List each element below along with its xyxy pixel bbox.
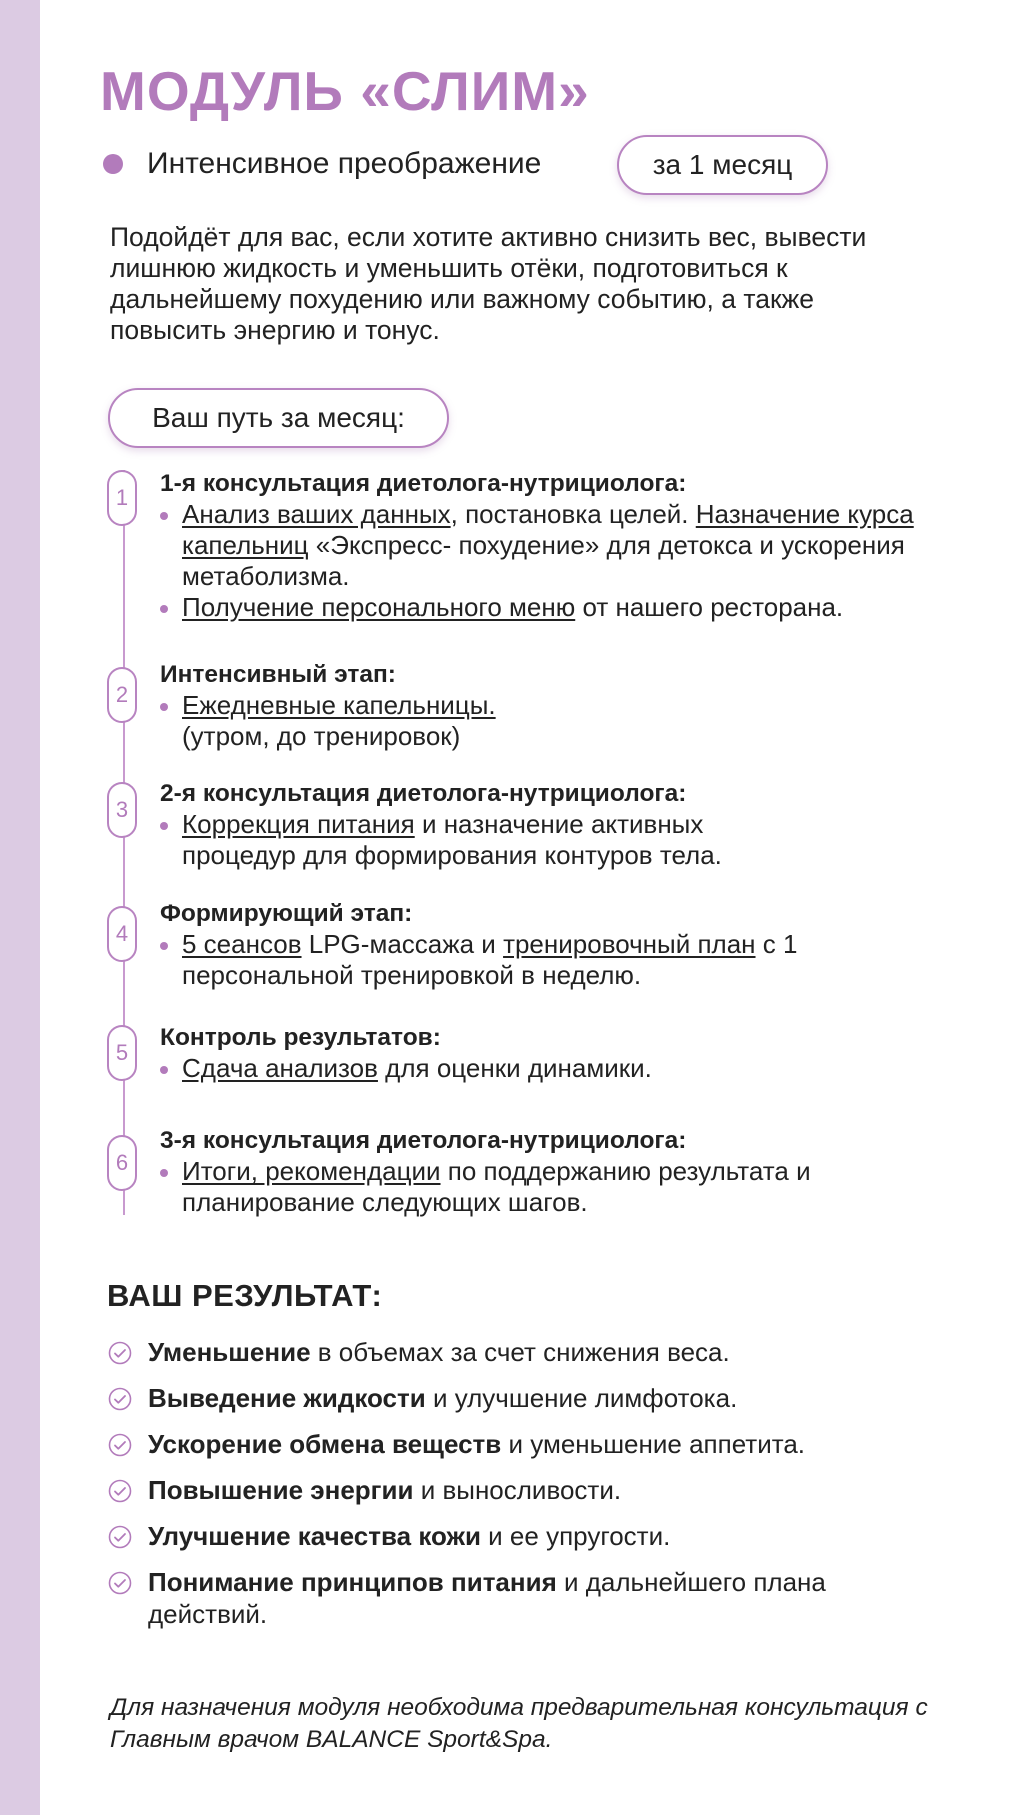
duration-badge: за 1 месяц (617, 135, 828, 195)
step-title: 2-я консультация диетолога-нутрициолога: (160, 780, 687, 807)
step-number-1: 1 (107, 470, 137, 526)
step-item (160, 929, 882, 991)
step-title: Интенсивный этап: (160, 661, 396, 688)
step-item (160, 809, 802, 871)
step-title: 3-я консультация диетолога-нутрициолога: (160, 1127, 687, 1154)
underlined-text: Анализ ваших данных (182, 499, 451, 529)
result-bold: Улучшение качества кожи (148, 1521, 481, 1551)
result-item (108, 1336, 938, 1368)
decorative-side-bar (0, 0, 40, 1815)
underlined-text: 5 сеансов (182, 929, 302, 959)
item-text: и назначение активных процедур для формирования контуров тела. (182, 809, 722, 870)
result-text: и ее упругости. (480, 1521, 671, 1551)
result-text: и выносливости. (413, 1475, 622, 1505)
result-item (108, 1474, 938, 1506)
results-title: ВАШ РЕЗУЛЬТАТ: (107, 1278, 383, 1313)
step-item (160, 592, 950, 623)
result-item (108, 1428, 938, 1460)
page-title: МОДУЛЬ «СЛИМ» (100, 60, 590, 122)
timeline-line (123, 470, 125, 1215)
footnote: Для назначения модуля необходима предварительная консультация с Главным врачом BALANCE Sport&Spa. (110, 1694, 928, 1753)
item-text: с 1 персональной тренировкой в неделю. (182, 929, 798, 990)
step-1 (160, 468, 950, 623)
intro-text: Подойдёт для вас, если хотите активно снизить вес, вывести лишнюю жидкость и уменьшить отёки, подготовиться к дальнейшему похудению или важному событию, а также повысить энергию и тонус. (110, 222, 867, 345)
item-text: (утром, до тренировок) (182, 721, 461, 751)
item-text: , постановка целей. (450, 499, 696, 529)
check-circle-icon (108, 1341, 132, 1365)
item-text: для оценки динамики. (377, 1053, 652, 1083)
step-5 (160, 1022, 950, 1084)
check-circle-icon (108, 1571, 132, 1595)
result-text: в объемах за счет снижения веса. (310, 1337, 730, 1367)
step-4 (160, 898, 950, 991)
step-number-3: 3 (107, 782, 137, 838)
item-text: по поддержанию результата и планирование следующих шагов. (182, 1156, 811, 1217)
item-text: LPG-массажа и (301, 929, 504, 959)
underlined-text: Назначение курса капельниц (182, 499, 914, 560)
check-circle-icon (108, 1525, 132, 1549)
step-item (160, 499, 950, 592)
result-text: и улучшение лимфотока. (425, 1383, 738, 1413)
result-item (108, 1566, 938, 1630)
check-circle-icon (108, 1433, 132, 1457)
step-item (160, 1156, 842, 1218)
step-number-2: 2 (107, 667, 137, 723)
result-bold: Понимание принципов питания (148, 1567, 557, 1597)
item-text: «Экспресс- похудение» для детокса и ускорения метаболизма. (182, 530, 905, 591)
step-item (160, 1053, 950, 1084)
step-title: Контроль результатов: (160, 1024, 441, 1051)
result-item (108, 1520, 938, 1552)
underlined-text: Ежедневные капельницы. (182, 690, 496, 720)
step-number-4: 4 (107, 906, 137, 962)
underlined-text: Коррекция питания (182, 809, 415, 839)
check-circle-icon (108, 1479, 132, 1503)
underlined-text: Получение персонального меню (182, 592, 576, 622)
result-item (108, 1382, 938, 1414)
step-6 (160, 1125, 950, 1218)
result-bold: Ускорение обмена веществ (148, 1429, 502, 1459)
result-bold: Повышение энергии (148, 1475, 414, 1505)
step-number-6: 6 (107, 1135, 137, 1191)
underlined-text: Итоги, рекомендации (182, 1156, 441, 1186)
result-text: и дальнейшего плана действий. (148, 1567, 826, 1629)
result-text: и уменьшение аппетита. (501, 1429, 806, 1459)
subtitle: Интенсивное преображение (147, 147, 542, 180)
results-list (108, 1336, 938, 1644)
step-number-5: 5 (107, 1025, 137, 1081)
step-item (160, 690, 512, 752)
item-text: от нашего ресторана. (575, 592, 844, 622)
underlined-text: тренировочный план (503, 929, 756, 959)
check-circle-icon (108, 1387, 132, 1411)
step-title: 1-я консультация диетолога-нутрициолога: (160, 470, 687, 497)
result-bold: Уменьшение (148, 1337, 311, 1367)
underlined-text: Сдача анализов (182, 1053, 378, 1083)
step-3 (160, 778, 950, 871)
path-label-badge: Ваш путь за месяц: (108, 388, 449, 448)
bullet-dot-icon (103, 154, 123, 174)
step-title: Формирующий этап: (160, 900, 413, 927)
subtitle-row (103, 132, 541, 196)
step-2 (160, 659, 950, 752)
result-bold: Выведение жидкости (148, 1383, 426, 1413)
